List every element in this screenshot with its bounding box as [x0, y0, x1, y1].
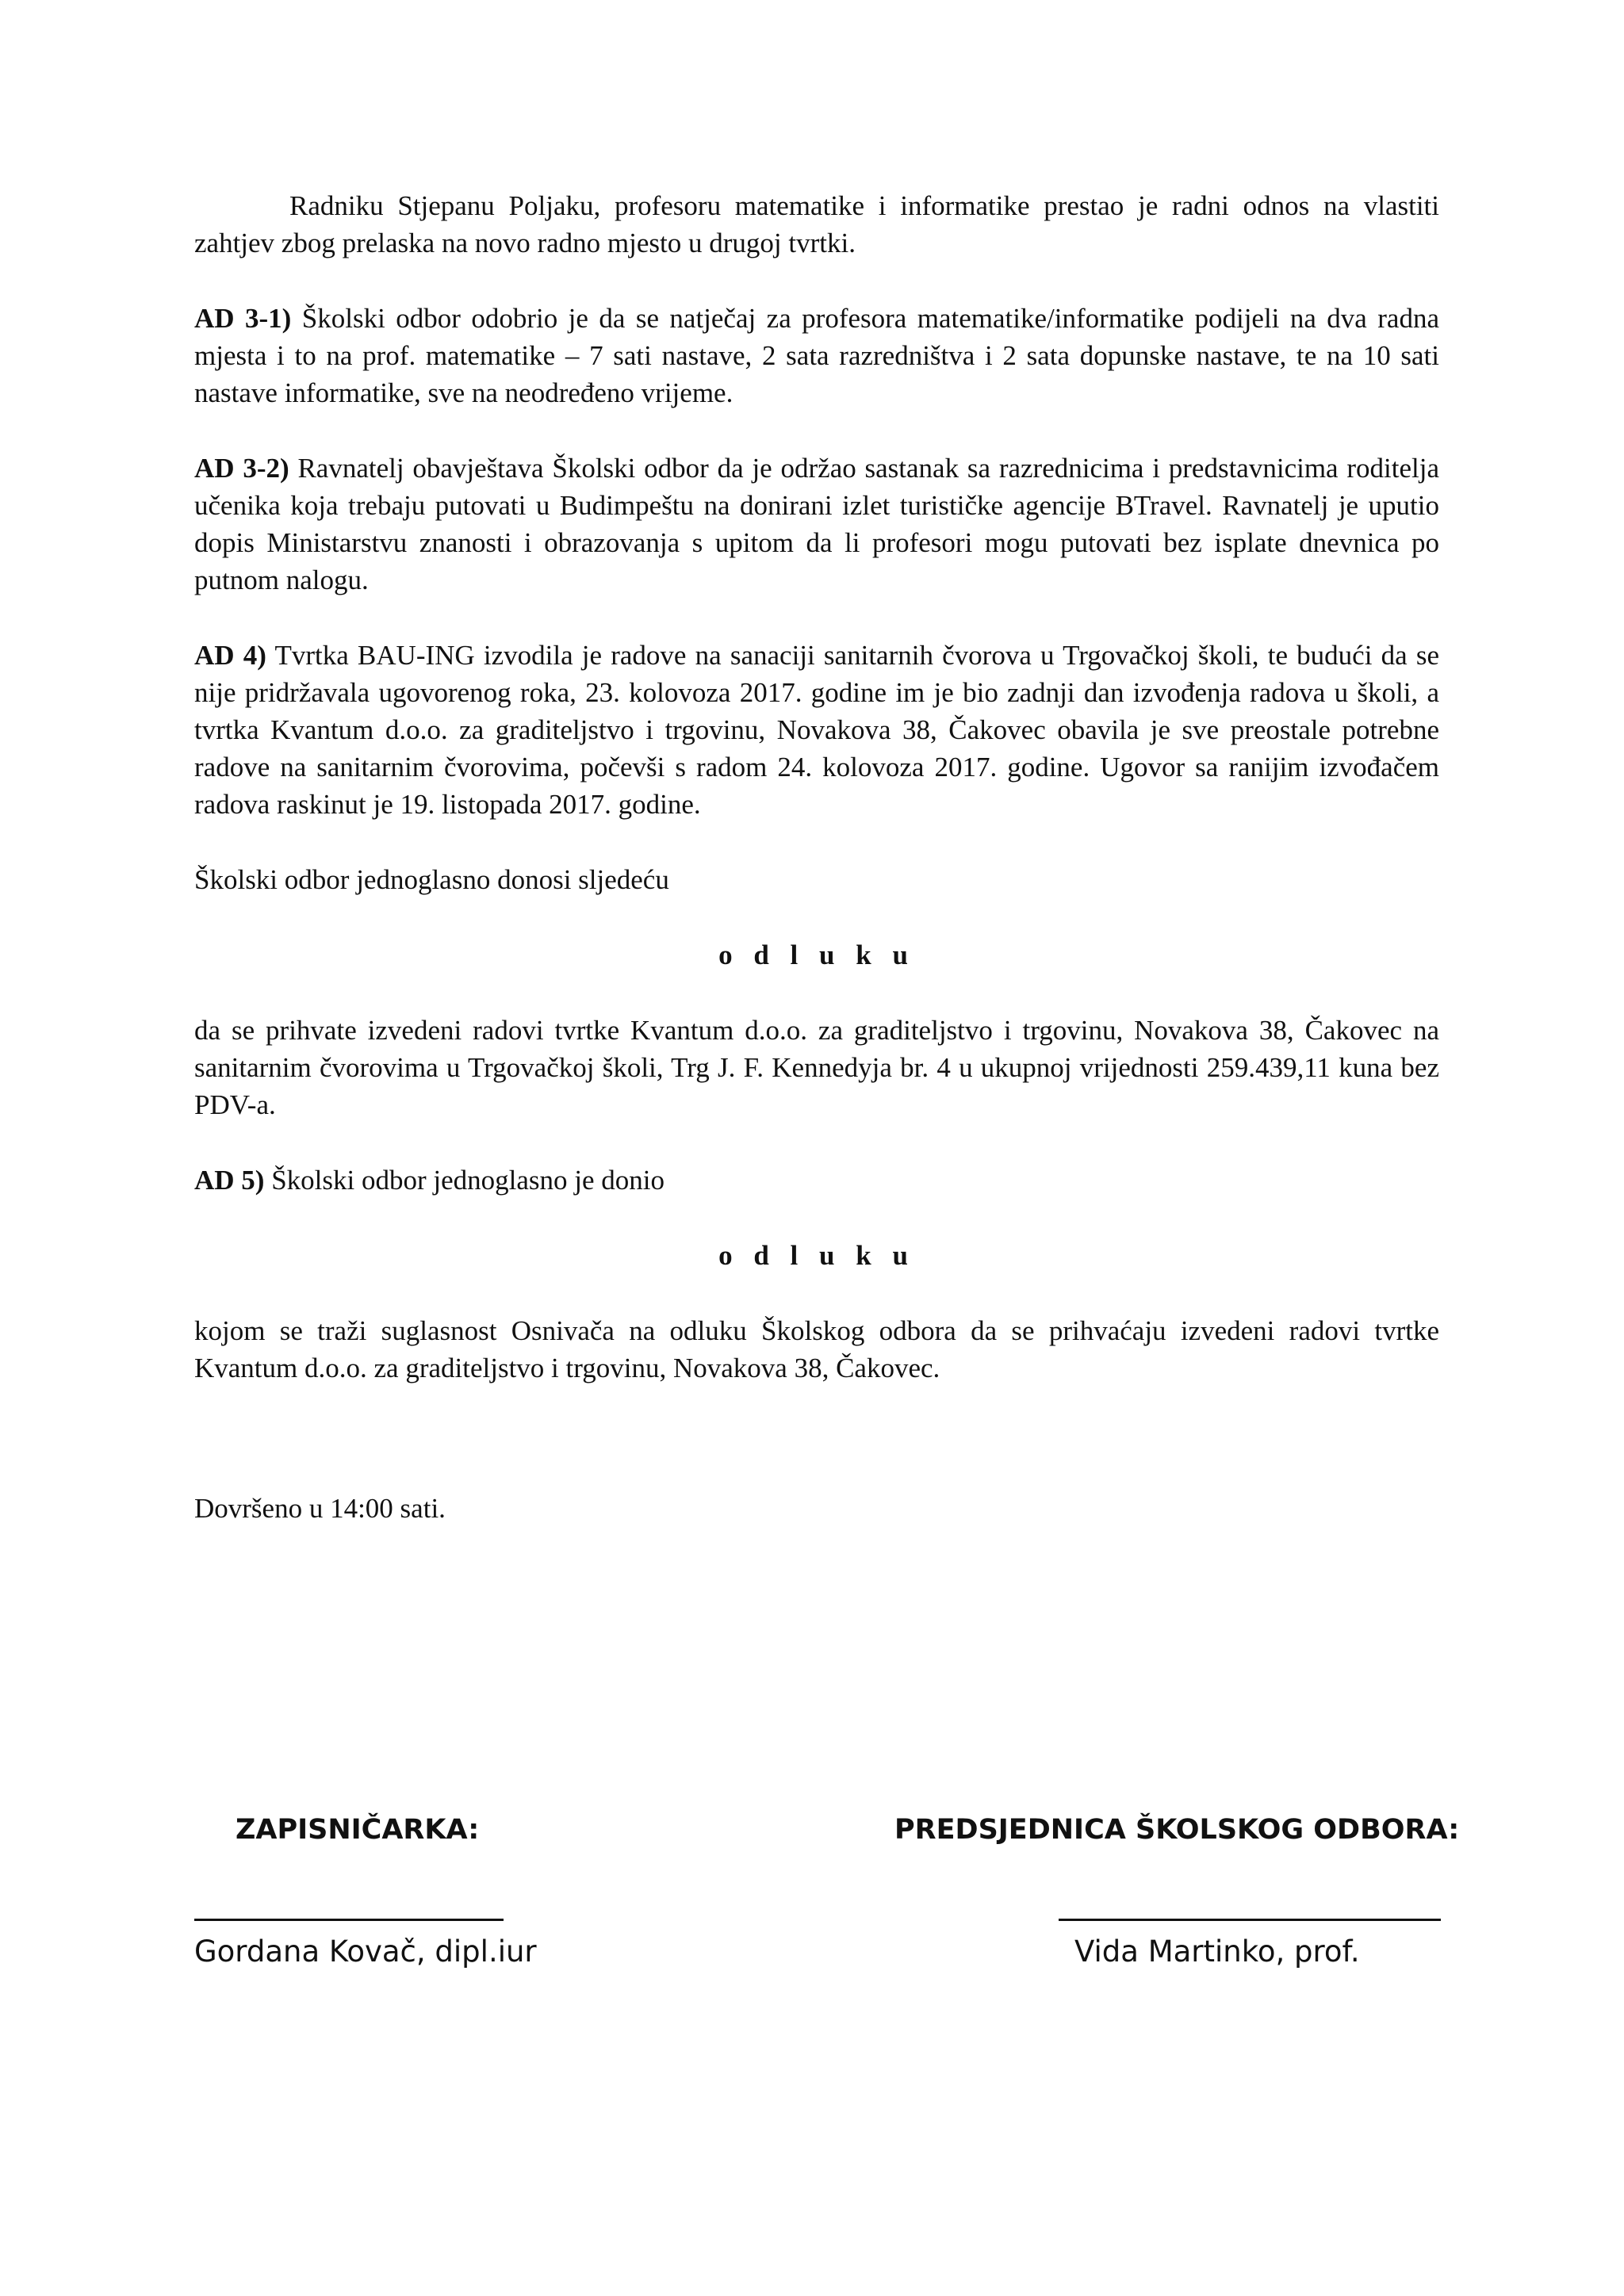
ad-3-1-label: AD 3-1): [194, 303, 292, 334]
ad-3-2-paragraph: [194, 450, 1439, 599]
ad-4-intro: Školski odbor jednoglasno donosi sljedeću: [194, 864, 669, 895]
ad-5-decision-title: o d l u k u: [718, 1240, 915, 1271]
paragraph-poljak: Radniku Stjepanu Poljaku, profesoru matematike i informatike prestao je radni odnos na vlastiti zahtjev zbog prelaska na novo radno mjesto u drugoj tvrtki.: [194, 190, 1439, 258]
completed-time: Dovršeno u 14:00 sati.: [194, 1493, 446, 1524]
chairwoman-signature-line: [1059, 1919, 1441, 1921]
chairwoman-title: PREDSJEDNICA ŠKOLSKOG ODBORA:: [894, 1814, 1460, 1846]
recorder-signature-line: [194, 1919, 504, 1921]
ad-5-intro: Školski odbor jednoglasno je donio: [271, 1165, 665, 1196]
recorder-title: ZAPISNIČARKA:: [236, 1814, 480, 1846]
ad-3-2-text: Ravnatelj obavještava Školski odbor da je održao sastanak sa razrednicima i predstavnicima roditelja učenika koja trebaju putovati u Budimpeštu na donirani izlet turističke agencije BTravel. Ravnatelj je uputio dopis Ministarstvu znanosti i obrazovanja s upitom da li profesori mogu putovati bez isplate dnevnica po putnom nalogu.: [194, 453, 1439, 595]
ad-4-decision-text: da se prihvate izvedeni radovi tvrtke Kvantum d.o.o. za graditeljstvo i trgovinu, Novakova 38, Čakovec na sanitarnim čvorovima u Trgovačkoj školi, Trg J. F. Kennedyja br. 4 u ukupnoj vrijednosti 259.439,11 kuna bez PDV-a.: [194, 1015, 1439, 1120]
ad-5-label: AD 5): [194, 1165, 265, 1196]
document-body: [194, 187, 1439, 1565]
recorder-name: Gordana Kovač, dipl.iur: [194, 1934, 537, 1969]
ad-4-paragraph: [194, 637, 1439, 823]
chairwoman-name: Vida Martinko, prof.: [1074, 1934, 1360, 1969]
ad-3-1-paragraph: [194, 300, 1439, 411]
ad-3-1-text: Školski odbor odobrio je da se natječaj za profesora matematike/informatike podijeli na dva radna mjesta i to na prof. matematike – 7 sati nastave, 2 sata razredništva i 2 sata dopunske nastave, te na 10 sati nastave informatike, sve na neodređeno vrijeme.: [194, 303, 1440, 408]
ad-4-label: AD 4): [194, 640, 266, 671]
ad-4-decision-title: o d l u k u: [718, 939, 915, 970]
ad-3-2-label: AD 3-2): [194, 453, 289, 484]
ad-4-text: Tvrtka BAU-ING izvodila je radove na sanaciji sanitarnih čvorova u Trgovačkoj školi, te budući da se nije pridržavala ugovorenog roka, 23. kolovoza 2017. godine im je bio zadnji dan izvođenja radova u školi, a tvrtka Kvantum d.o.o. za graditeljstvo i trgovinu, Novakova 38, Čakovec obavila je sve preostale potrebne radove na sanitarnim čvorovima, počevši s radom 24. kolovoza 2017. godine. Ugovor sa ranijim izvođačem radova raskinut je 19. listopada 2017. godine.: [194, 640, 1439, 820]
ad-5-paragraph: [194, 1161, 1439, 1199]
ad-5-decision-text: kojom se traži suglasnost Osnivača na odluku Školskog odbora da se prihvaćaju izvedeni radovi tvrtke Kvantum d.o.o. za graditeljstvo i trgovinu, Novakova 38, Čakovec.: [194, 1315, 1439, 1383]
